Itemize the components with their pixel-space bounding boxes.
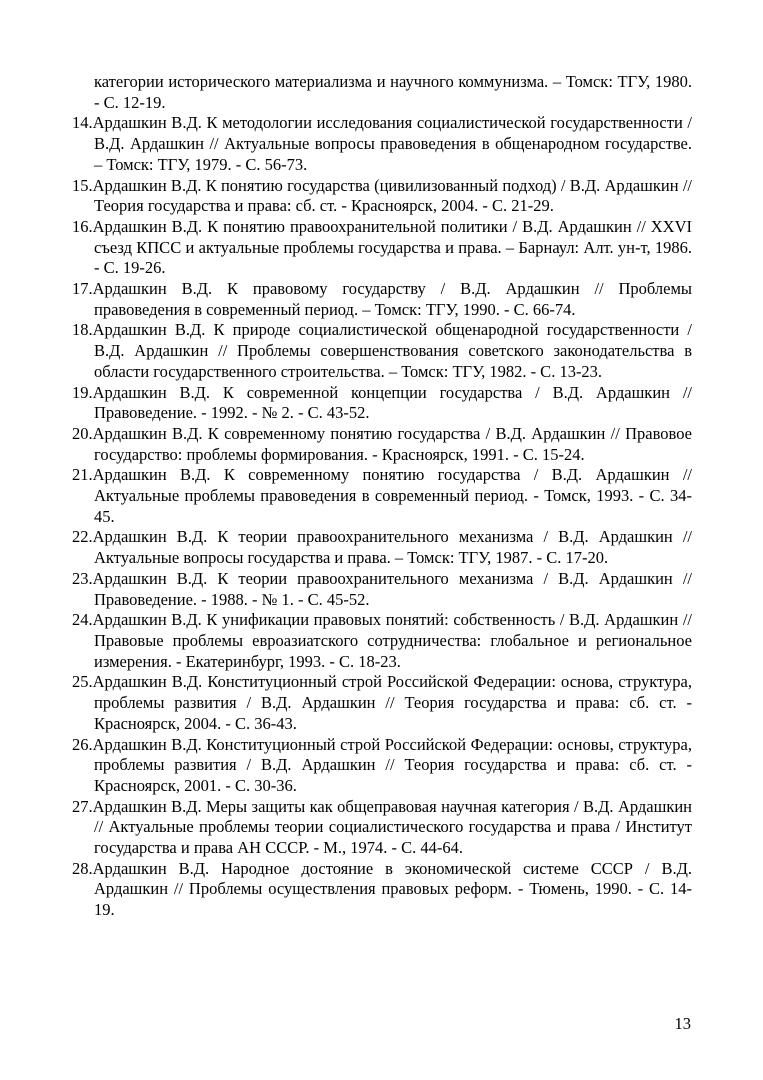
list-item [72, 672, 692, 734]
item-text: Ардашкин В.Д. К современному понятию государства / В.Д. Ардашкин // Правовое государство: проблемы формирования. - Красноярск, 1991. - С. 15-24. [92, 423, 692, 464]
list-item [72, 797, 692, 859]
list-item [72, 113, 692, 175]
bibliography-list [72, 113, 692, 920]
item-text: Ардашкин В.Д. Конституционный строй Российской Федерации: основы, структура, проблемы развития / В.Д. Ардашкин // Теория государства и права: сб. ст. - Красноярск, 2001. - С. 30-36. [92, 734, 692, 795]
list-item [72, 383, 692, 424]
item-text: Ардашкин В.Д. К понятию правоохранительной политики / В.Д. Ардашкин // XXVI съезд КПСС и актуальные проблемы государства и права. – Барнаул: Алт. ун-т, 1986. - С. 19-26. [92, 216, 692, 278]
item-number: 16. [72, 216, 93, 236]
item-number: 26. [72, 734, 93, 754]
item-text: Ардашкин В.Д. Конституционный строй Российской Федерации: основа, структура, проблемы развития / В.Д. Ардашкин // Теория государства и права: сб. ст. - Красноярск, 2004. - С. 36-43. [92, 672, 692, 733]
list-item [72, 859, 692, 921]
list-item [72, 735, 692, 797]
item-text: Ардашкин В.Д. К теории правоохранительного механизма / В.Д. Ардашкин // Актуальные вопросы государства и права. – Томск: ТГУ, 1987. - С. 17-20. [92, 527, 692, 568]
item-number: 25. [72, 672, 93, 692]
item-text: Ардашкин В.Д. Народное достояние в экономической системе СССР / В.Д. Ардашкин // Проблемы осуществления правовых реформ. - Тюмень, 1990. - С. 14-19. [92, 858, 692, 920]
item-number: 20. [72, 423, 93, 443]
item-text: Ардашкин В.Д. К понятию государства (цивилизованный подход) / В.Д. Ардашкин // Теория государства и права: сб. ст. - Красноярск, 2004. - С. 21-29. [92, 175, 692, 216]
list-item [72, 527, 692, 568]
item-number: 22. [72, 527, 93, 547]
item-text: Ардашкин В.Д. К унификации правовых понятий: собственность / В.Д. Ардашкин // Правовые проблемы евроазиатского сотрудничества: глобальное и региональное измерения. - Екатеринбург, 1993. - С. 18-23. [92, 610, 692, 671]
item-number: 23. [72, 568, 93, 588]
item-number: 17. [72, 279, 93, 299]
item-text: Ардашкин В.Д. К правовому государству / В.Д. Ардашкин // Проблемы правоведения в современный период. – Томск: ТГУ, 1990. - С. 66-74. [92, 279, 692, 319]
item-number: 19. [72, 382, 93, 402]
list-item [72, 320, 692, 382]
item-text: Ардашкин В.Д. К методологии исследования социалистической государственности / В.Д. Ардашкин // Актуальные вопросы правоведения в общенародном государстве. – Томск: ТГУ, 1979. - С. 56-73. [92, 113, 692, 174]
item-text: Ардашкин В.Д. Меры защиты как общеправовая научная категория / В.Д. Ардашкин // Актуальные проблемы теории социалистического государства и права / Институт государства и права АН СССР. - М., 1974. - С. 44-64. [92, 796, 692, 858]
item-text: Ардашкин В.Д. К природе социалистической общенародной государственности / В.Д. Ардашкин // Проблемы совершенствования советского законодательства в области государственного строительства. – Томск: ТГУ, 1982. - С. 13-23. [92, 320, 692, 381]
item-number: 18. [72, 320, 93, 340]
page-number: 13 [674, 1014, 691, 1033]
item-number: 14. [72, 113, 93, 133]
item-number: 15. [72, 175, 93, 195]
list-item [72, 217, 692, 279]
item-number: 28. [72, 858, 93, 878]
item-text: Ардашкин В.Д. К современному понятию государства / В.Д. Ардашкин // Актуальные проблемы правоведения в современный период. - Томск, 1993. - С. 34-45. [92, 465, 692, 526]
list-item [72, 279, 692, 320]
item-text: Ардашкин В.Д. К теории правоохранительного механизма / В.Д. Ардашкин // Правоведение. - 1988. - № 1. - С. 45-52. [92, 568, 692, 609]
list-item [72, 424, 692, 465]
continuation-paragraph: категории исторического материализма и научного коммунизма. – Томск: ТГУ, 1980. - С. 12-19. [94, 72, 692, 112]
list-item [72, 465, 692, 527]
item-number: 27. [72, 796, 93, 816]
item-number: 21. [72, 465, 93, 485]
list-item [72, 610, 692, 672]
list-item [72, 569, 692, 610]
item-text: Ардашкин В.Д. К современной концепции государства / В.Д. Ардашкин // Правоведение. - 1992. - № 2. - С. 43-52. [92, 382, 692, 423]
bibliography-content [72, 72, 692, 921]
item-number: 24. [72, 610, 93, 630]
list-item [72, 176, 692, 217]
